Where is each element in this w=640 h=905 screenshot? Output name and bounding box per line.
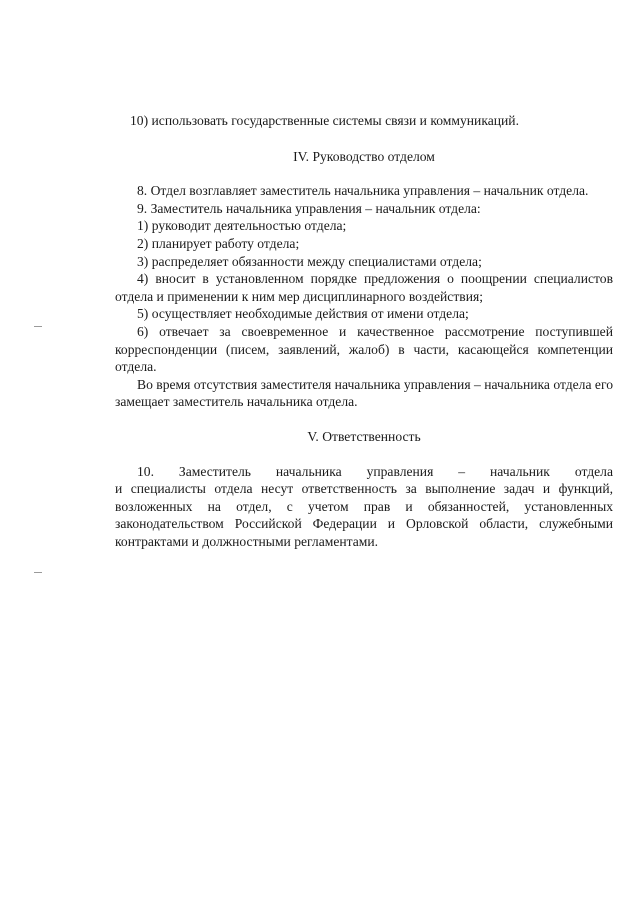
list-item: 3) распределяет обязанности между специалистами отдела; xyxy=(137,253,482,269)
paragraph-10-continuation: и специалисты отдела несут ответственность за выполнение задач и функций, возложенных на отдел, с учетом прав и обязанностей, установленных законодательством Российской Федерации и Орловской области, служебными контрактами и должностными регламентами. xyxy=(115,481,613,549)
list-item: 6) отвечает за своевременное и качественное рассмотрение поступившей корреспонденции (писем, заявлений, жалоб) в части, касающейся компетенции отдела. xyxy=(115,323,613,375)
paragraph-9: 9. Заместитель начальника управления – начальник отдела: xyxy=(137,200,481,216)
list-item: 1) руководит деятельностью отдела; xyxy=(137,218,347,234)
document-body xyxy=(115,112,613,550)
absence-paragraph: Во время отсутствия заместителя начальника управления – начальника отдела его замещает заместитель начальника отдела. xyxy=(115,376,613,410)
margin-mark xyxy=(34,572,42,573)
list-item: 4) вносит в установленном порядке предложения о поощрении специалистов отдела и применении к ним мер дисциплинарного воздействия; xyxy=(115,271,613,304)
item-10-communications: 10) использовать государственные системы связи и коммуникаций. xyxy=(130,113,519,128)
list-item: 2) планирует работу отдела; xyxy=(137,235,300,251)
margin-mark xyxy=(34,326,42,327)
section-v-heading: V. Ответственность xyxy=(307,428,421,444)
section-iv-heading: IV. Руководство отделом xyxy=(293,148,435,164)
paragraph-8: 8. Отдел возглавляет заместитель начальника управления – начальник отдела. xyxy=(137,183,589,199)
list-item: 5) осуществляет необходимые действия от имени отдела; xyxy=(137,306,469,322)
paragraph-10-first-line: 10. Заместитель начальника управления – начальник отдела xyxy=(137,463,613,479)
